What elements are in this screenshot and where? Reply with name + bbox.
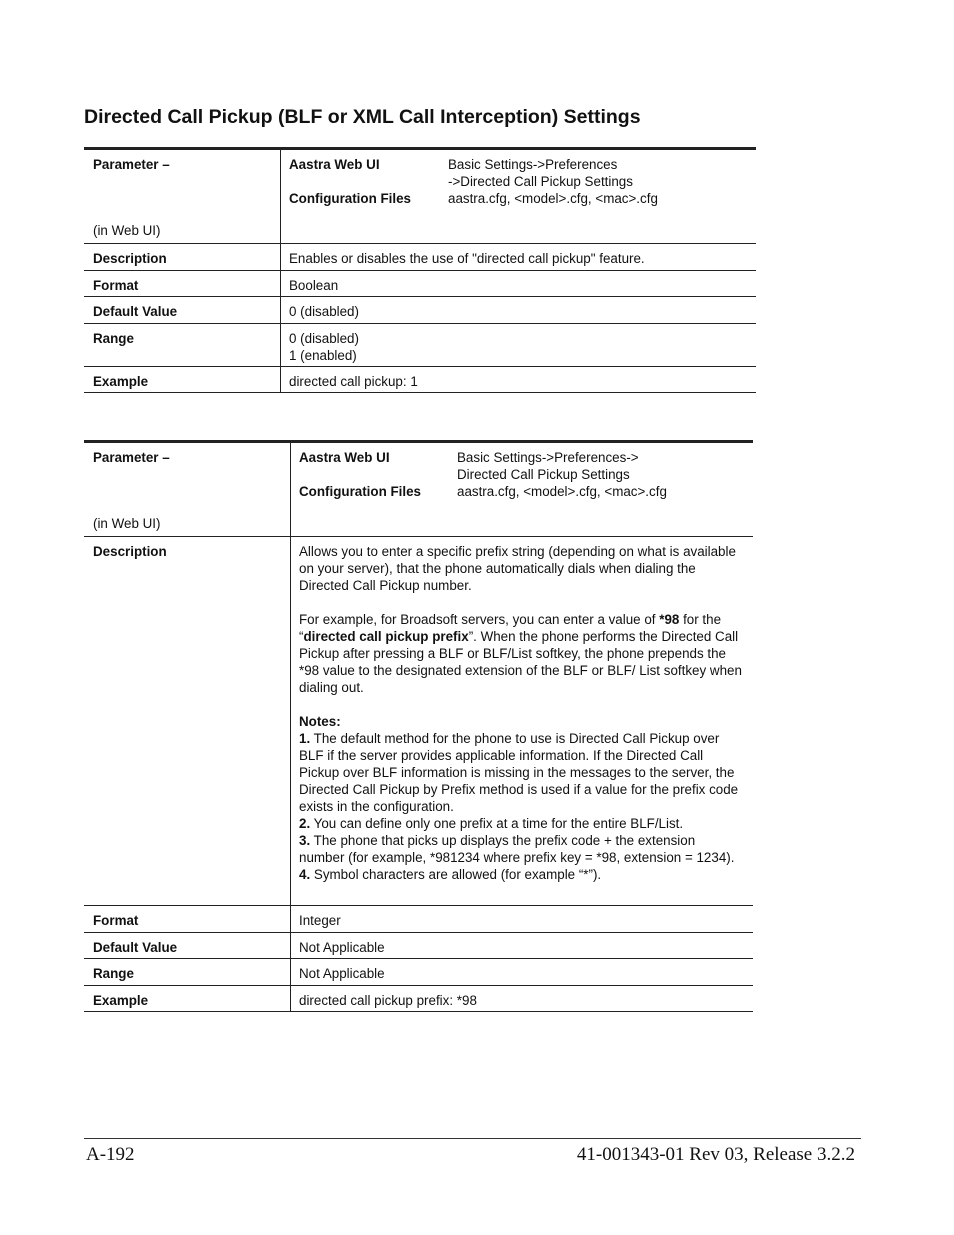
note-item: 3. The phone that picks up displays the prefix code + the extension number (for example, *981234 where prefix key = *98, extension = 1234). bbox=[299, 833, 735, 865]
format-value: Boolean bbox=[289, 278, 339, 293]
description-paragraph: Allows you to enter a specific prefix string (depending on what is available on your server), that the phone automatically dials when dialing the Directed Call Pickup number. bbox=[299, 544, 736, 593]
web-ui-path-line2: ->Directed Call Pickup Settings bbox=[448, 174, 633, 189]
section-heading: Directed Call Pickup (BLF or XML Call Interception) Settings bbox=[84, 106, 641, 128]
param-label-cell bbox=[84, 442, 291, 537]
description-label: Description bbox=[84, 244, 281, 271]
range-label: Range bbox=[84, 959, 291, 986]
range-line: 0 (disabled) bbox=[289, 331, 359, 346]
table-row bbox=[84, 324, 756, 367]
param-label: Parameter – bbox=[93, 157, 170, 172]
example-value: directed call pickup prefix: *98 bbox=[299, 993, 477, 1008]
param-value-cell bbox=[281, 149, 757, 244]
note-item: 1. The default method for the phone to use is Directed Call Pickup over BLF if the server provides applicable information. If the Directed Call Pickup over BLF information is missing in the messages to the server, the Directed Call Pickup by Prefix method is used if a value for the prefix code exists in the configuration. bbox=[299, 731, 739, 814]
web-ui-label: Aastra Web UI bbox=[299, 450, 390, 465]
footer-divider bbox=[84, 1138, 861, 1139]
web-ui-path-line2: Directed Call Pickup Settings bbox=[457, 467, 630, 482]
table-row bbox=[84, 297, 756, 324]
table-row bbox=[84, 537, 753, 906]
config-files-value: aastra.cfg, <model>.cfg, <mac>.cfg bbox=[457, 484, 667, 499]
web-ui-path-line1: Basic Settings->Preferences bbox=[448, 157, 618, 172]
document-revision: 41-001343-01 Rev 03, Release 3.2.2 bbox=[576, 1144, 855, 1165]
default-value: Not Applicable bbox=[299, 940, 385, 955]
example-label: Example bbox=[84, 367, 281, 393]
range-value: Not Applicable bbox=[299, 966, 385, 981]
param-label: Parameter – bbox=[93, 450, 170, 465]
default-value: 0 (disabled) bbox=[289, 304, 359, 319]
description-value: Enables or disables the use of "directed call pickup" feature. bbox=[289, 251, 645, 266]
table-row bbox=[84, 271, 756, 297]
web-ui-path-line1: Basic Settings->Preferences-> bbox=[457, 450, 639, 465]
example-value: directed call pickup: 1 bbox=[289, 374, 418, 389]
table-row bbox=[84, 933, 753, 959]
description-label: Description bbox=[84, 537, 291, 906]
range-value bbox=[281, 324, 757, 367]
config-files-value: aastra.cfg, <model>.cfg, <mac>.cfg bbox=[448, 191, 658, 206]
table-row bbox=[84, 986, 753, 1012]
table-row bbox=[84, 442, 753, 537]
example-label: Example bbox=[84, 986, 291, 1012]
description-example-paragraph: For example, for Broadsoft servers, you can enter a value of *98 for the “directed call pickup prefix”. When the phone performs the Directed Call Pickup after pressing a BLF or BLF/List softkey, the phone prepends the *98 value to the designated extension of the BLF or BLF/ List softkey when dialing out. bbox=[299, 612, 742, 695]
note-item: 2. You can define only one prefix at a time for the entire BLF/List. bbox=[299, 816, 684, 831]
table-row bbox=[84, 959, 753, 986]
range-line: 1 (enabled) bbox=[289, 348, 357, 363]
default-value-label: Default Value bbox=[84, 297, 281, 324]
table-row bbox=[84, 906, 753, 933]
format-label: Format bbox=[84, 906, 291, 933]
param-value-cell bbox=[291, 442, 754, 537]
param-sub-label: (in Web UI) bbox=[93, 516, 161, 531]
directed-call-pickup-prefix-table bbox=[84, 440, 753, 1012]
web-ui-label: Aastra Web UI bbox=[289, 157, 380, 172]
config-files-label: Configuration Files bbox=[289, 191, 411, 206]
default-value-label: Default Value bbox=[84, 933, 291, 959]
format-label: Format bbox=[84, 271, 281, 297]
param-label-cell bbox=[84, 149, 281, 244]
note-item: 4. Symbol characters are allowed (for example “*”). bbox=[299, 867, 602, 882]
table-row bbox=[84, 367, 756, 393]
config-files-label: Configuration Files bbox=[299, 484, 421, 499]
range-label: Range bbox=[84, 324, 281, 367]
directed-call-pickup-table bbox=[84, 147, 756, 393]
table-row bbox=[84, 149, 756, 244]
param-sub-label: (in Web UI) bbox=[93, 223, 161, 238]
notes-heading: Notes: bbox=[299, 714, 341, 729]
format-value: Integer bbox=[299, 913, 341, 928]
description-value bbox=[291, 537, 754, 906]
table-row bbox=[84, 244, 756, 271]
page-number: A-192 bbox=[86, 1144, 135, 1165]
